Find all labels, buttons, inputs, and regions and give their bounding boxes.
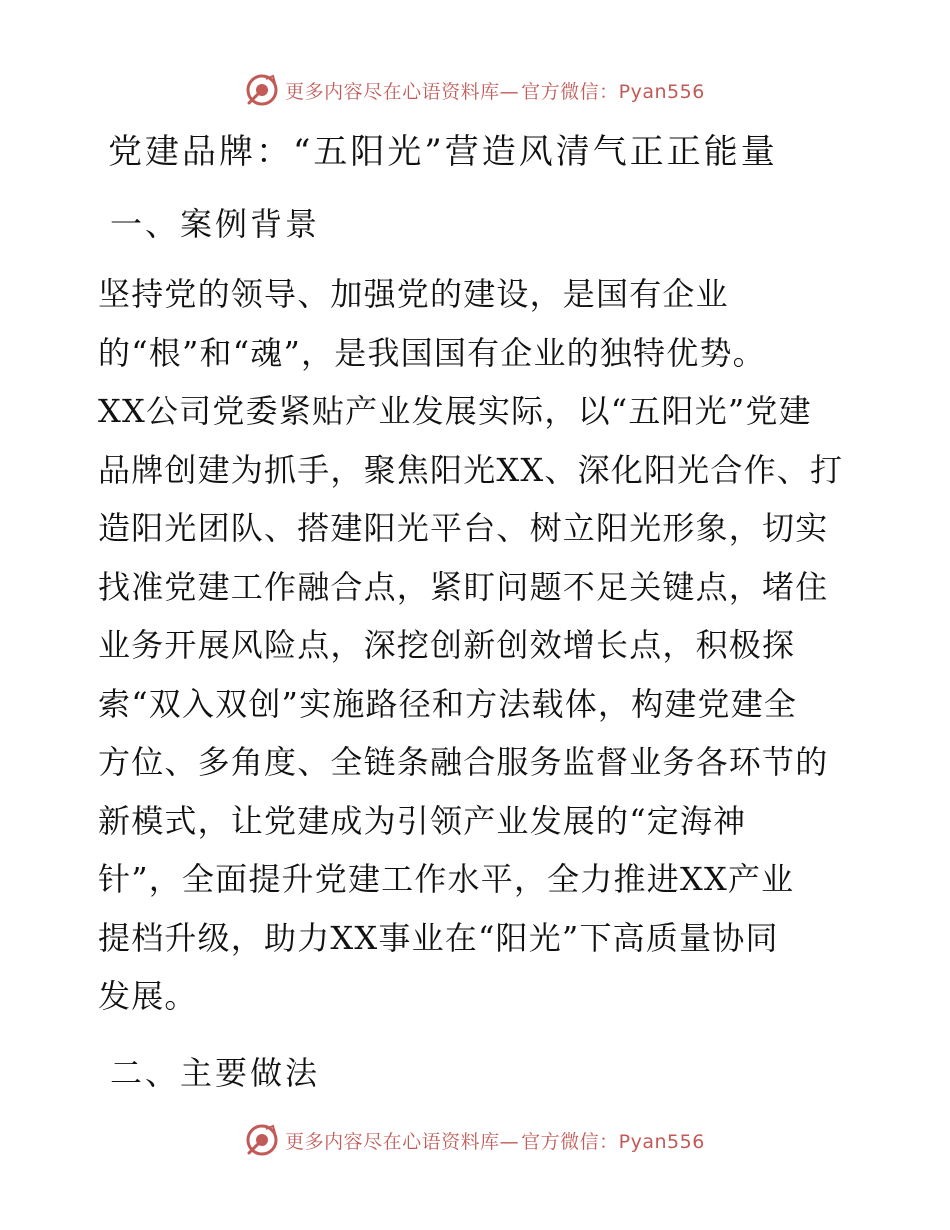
paragraph-line: 索“双入双创”实施路径和方法载体，构建党建全	[98, 684, 798, 723]
paragraph-line: XX公司党委紧贴产业发展实际，以“五阳光”党建	[98, 392, 812, 430]
paragraph-line: 造阳光团队、搭建阳光平台、树立阳光形象，切实	[98, 509, 829, 547]
banner-slogan: 更多内容尽在心语资料库—	[285, 1130, 520, 1153]
paragraph-line: 品牌创建为抓手，聚焦阳光XX、深化阳光合作、打	[98, 450, 844, 489]
banner-slogan: 更多内容尽在心语资料库—	[285, 80, 520, 103]
paragraph-line: 找准党建工作融合点，紧盯问题不足关键点，堵住	[98, 567, 829, 606]
header-banner	[0, 70, 950, 110]
pen-logo-icon	[245, 1123, 279, 1157]
paragraph-line: 的“根”和“魂”，是我国国有企业的独特优势。	[98, 333, 766, 372]
paragraph-line: 方位、多角度、全链条融合服务监督业务各环节的	[98, 743, 829, 781]
section-heading-background: 一、案例背景	[110, 205, 321, 243]
paragraph-line: 坚持党的领导、加强党的建设，是国有企业	[98, 275, 729, 313]
banner-account: 官方微信：Pyan556	[521, 1130, 705, 1153]
paragraph-line: 发展。	[98, 977, 198, 1015]
paragraph-line: 业务开展风险点，深挖创新创效增长点，积极探	[98, 626, 796, 664]
paragraph-line: 提档升级，助力XX事业在“阳光”下高质量协同	[98, 918, 779, 957]
paragraph-line: 针”，全面提升党建工作水平，全力推进XX产业	[98, 860, 795, 898]
footer-banner	[0, 1120, 950, 1160]
paragraph-line: 新模式，让党建成为引领产业发展的“定海神	[98, 801, 747, 840]
pen-logo-icon	[245, 73, 279, 107]
page-title: 党建品牌：“五阳光”营造风清气正正能量	[108, 132, 778, 172]
banner-account: 官方微信：Pyan556	[521, 80, 705, 103]
section-heading-practices: 二、主要做法	[110, 1054, 321, 1092]
